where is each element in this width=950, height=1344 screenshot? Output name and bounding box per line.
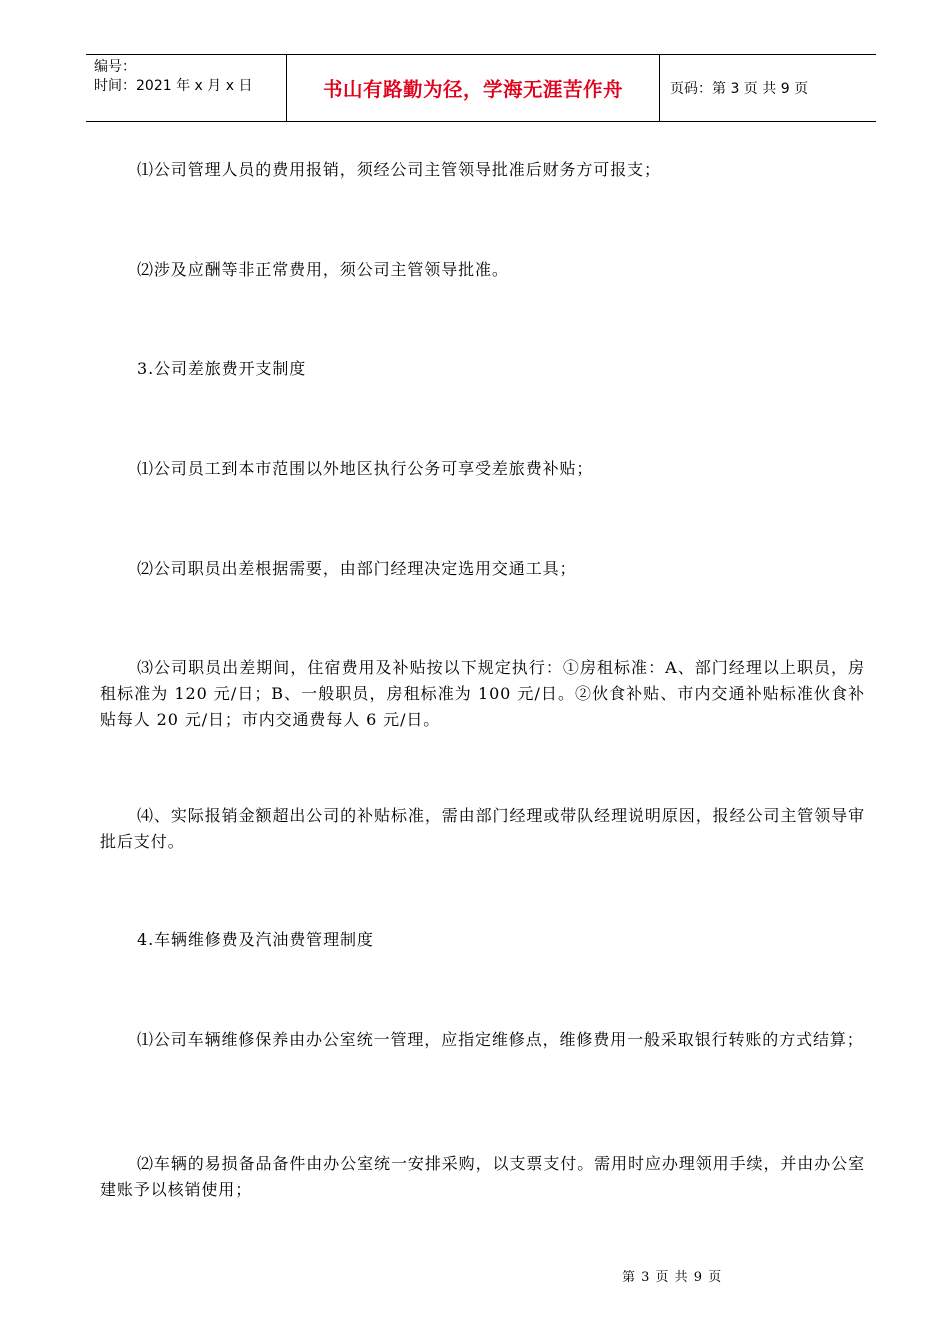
paragraph: ⑴公司车辆维修保养由办公室统一管理，应指定维修点，维修费用一般采取银行转账的方式结算； [137, 1030, 864, 1049]
page-footer: 第 3 页 共 9 页 [622, 1270, 723, 1285]
paragraph: ⑶公司职员出差期间，住宿费用及补贴按以下规定执行：①房租标准：A、部门经理以上职员，房租标准为 120 元/日；B、一般职员，房租标准为 100 元/日。②伙食补贴、市内交通补贴标准伙食补贴每人 20 元/日；市内交通费每人 6 元/日。 [100, 658, 865, 729]
header-meta [86, 55, 287, 121]
header-page-cell [660, 55, 876, 121]
paragraph: ⑴公司管理人员的费用报销，须经公司主管领导批准后财务方可报支； [137, 160, 661, 179]
header-motto-cell [287, 55, 660, 121]
paragraph: ⑵涉及应酬等非正常费用，须公司主管领导批准。 [137, 260, 509, 279]
document-header [86, 54, 876, 122]
page-label: 页码：第 3 页 共 9 页 [670, 81, 809, 97]
section-heading: 4.车辆维修费及汽油费管理制度 [137, 930, 374, 949]
paragraph: ⑷、实际报销金额超出公司的补贴标准，需由部门经理或带队经理说明原因，报经公司主管领导审批后支付。 [100, 806, 865, 851]
paragraph: ⑴公司员工到本市范围以外地区执行公务可享受差旅费补贴； [137, 459, 594, 478]
paragraph: ⑵公司职员出差根据需要，由部门经理决定选用交通工具； [137, 559, 577, 578]
paragraph: ⑵车辆的易损备品备件由办公室统一安排采购，以支票支付。需用时应办理领用手续，并由办公室建账予以核销使用； [100, 1154, 865, 1199]
time-label: 时间：2021 年 x 月 x 日 [94, 78, 253, 94]
section-heading: 3.公司差旅费开支制度 [137, 359, 307, 378]
number-label: 编号： [94, 59, 136, 75]
motto-text: 书山有路勤为径，学海无涯苦作舟 [322, 78, 623, 101]
